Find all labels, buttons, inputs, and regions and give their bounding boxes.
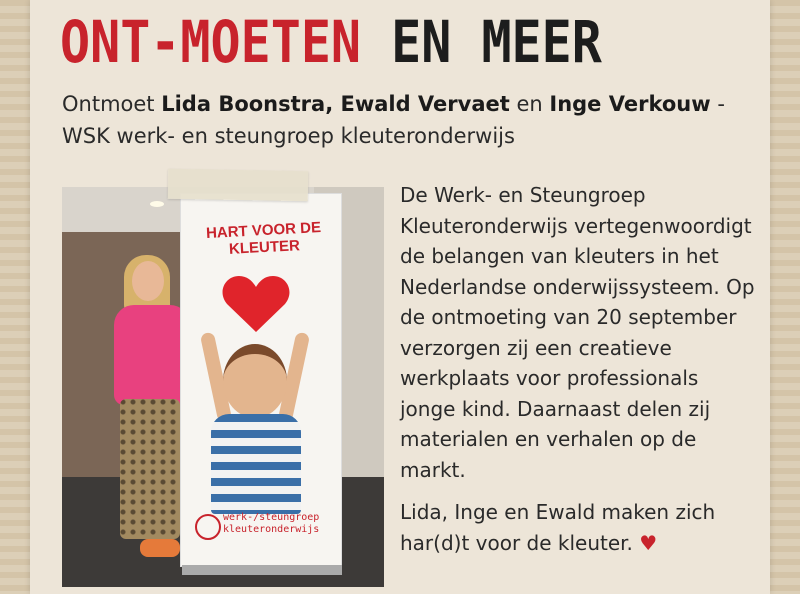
intro-and: en xyxy=(516,92,543,116)
banner-logo xyxy=(195,512,335,552)
intro-lead: Ontmoet xyxy=(62,92,155,116)
headline-red: ONT-MOETEN xyxy=(60,8,362,76)
intro-text xyxy=(62,88,762,152)
paper-border-left xyxy=(0,0,30,594)
intro-names-1: Lida Boonstra, Ewald Vervaet xyxy=(161,92,510,116)
intro-names-2: Inge Verkouw xyxy=(549,92,711,116)
banner-logo-mark xyxy=(195,514,221,540)
woman-shoe xyxy=(140,539,180,557)
paper-border-right xyxy=(770,0,800,594)
body-paragraph-1: De Werk- en Steungroep Kleuteronderwijs vertegenwoordigt de belangen van kleuters in het Nederlandse onderwijssysteem. Op de ontmoeting van 20 september verzorgen zij een creatieve werkplaats voor professionals jonge kind. Daarnaast delen zij materialen en verhalen op de markt. xyxy=(400,183,755,482)
woman-face xyxy=(132,261,164,301)
rollup-banner xyxy=(180,193,342,567)
banner-heart-icon xyxy=(221,274,291,334)
banner-logo-line2: kleuteronderwijs xyxy=(223,524,320,535)
banner-logo-line1: werk-/steungroep xyxy=(223,512,320,523)
banner-base xyxy=(182,565,342,575)
photo xyxy=(62,187,384,587)
body-paragraph-2-text: Lida, Inge en Ewald maken zich har(d)t voor de kleuter. xyxy=(400,500,716,555)
woman-pants xyxy=(120,399,180,539)
body-text xyxy=(400,180,760,558)
kid-head xyxy=(223,344,287,418)
banner-title: HART VOOR DE KLEUTER xyxy=(205,219,322,258)
woman-sweater xyxy=(114,305,190,405)
kid-shirt xyxy=(211,414,301,514)
headline-dark: EN MEER xyxy=(391,8,602,76)
photo-lamp xyxy=(150,201,164,207)
body-paragraph-2 xyxy=(400,497,760,558)
masking-tape xyxy=(168,169,309,201)
headline xyxy=(60,2,760,83)
intro-org: - WSK werk- en steungroep kleuteronderwijs xyxy=(62,92,725,148)
heart-icon: ♥ xyxy=(639,530,658,555)
